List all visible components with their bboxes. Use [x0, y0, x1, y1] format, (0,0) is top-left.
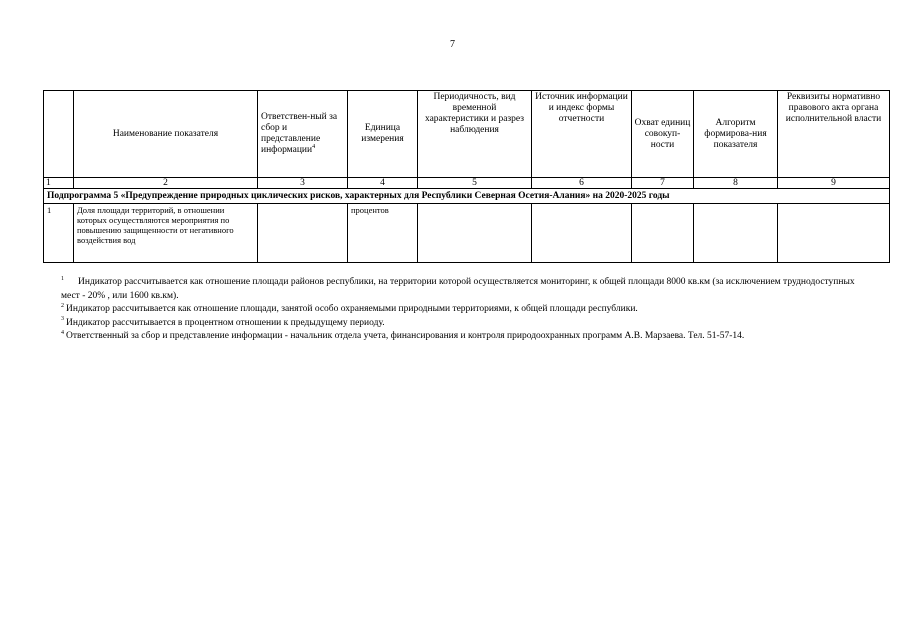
page-number: 7	[450, 39, 455, 50]
subprogram-row	[44, 189, 890, 204]
footnote	[61, 330, 861, 344]
header-cell: Ответствен-ный за сбор и представление информации$^4$	[258, 91, 348, 178]
footnote-mark: 3	[61, 316, 64, 323]
column-number: 9	[778, 178, 890, 189]
footnote-text: Индикатор рассчитывается в процентном отношении к предыдущему периоду.	[66, 317, 385, 328]
header-cell	[44, 91, 74, 178]
column-number: 5	[418, 178, 532, 189]
column-number: 3	[258, 178, 348, 189]
column-number-row	[44, 178, 890, 189]
footnote-mark: 2	[61, 302, 64, 309]
footnote-mark: 1	[61, 275, 64, 282]
column-number: 2	[74, 178, 258, 189]
header-row	[44, 91, 890, 178]
unit-cell: процентов	[348, 204, 418, 263]
requisites-cell	[778, 204, 890, 263]
footnote-text: Ответственный за сбор и представление информации - начальник отдела учета, финансирования и контроля природоохранных программ А.В. Марзаева. Тел. 51-57-14.	[66, 331, 745, 341]
coverage-cell	[632, 204, 694, 263]
source-cell	[532, 204, 632, 263]
footnotes	[61, 276, 861, 344]
header-cell: Охват единиц совокуп-ности	[632, 91, 694, 178]
header-cell: Реквизиты нормативно правового акта органа исполнительной власти	[778, 91, 890, 178]
header-cell: Алгоритм формирова-ния показателя	[694, 91, 778, 178]
periodicity-cell	[418, 204, 532, 263]
footnote	[61, 303, 861, 317]
indicators-table	[43, 90, 890, 263]
table-row	[44, 204, 890, 263]
subprogram-title: Подпрограмма 5 «Предупреждение природных циклических рисков, характерных для Республики Северная Осетия-Алания» на 2020-2025 годы	[44, 189, 890, 204]
header-cell: Наименование показателя	[74, 91, 258, 178]
header-cell: Периодичность, вид временной характеристики и разрез наблюдения	[418, 91, 532, 178]
footnote-text: Индикатор рассчитывается как отношение площади районов республики, на территории которой осуществляется мониторинг, к общей площади 8000 кв.км (за исключением труднодоступных мест - 20% , или 1600 кв.км).	[61, 277, 855, 301]
indicator-name: Доля площади территорий, в отношении которых осуществляются мероприятия по повышению защищенности от негативного воздействия вод	[74, 204, 258, 263]
header-cell: Источник информации и индекс формы отчетности	[532, 91, 632, 178]
footnote	[61, 317, 861, 331]
footnote-mark: 4	[61, 329, 64, 336]
footnote	[61, 276, 861, 303]
header-cell: Единица измерения	[348, 91, 418, 178]
column-number: 6	[532, 178, 632, 189]
footnote-text: Индикатор рассчитывается как отношение площади, занятой особо охраняемыми природными территориями, к общей площади республики.	[66, 304, 638, 314]
column-number: 1	[44, 178, 74, 189]
algorithm-cell	[694, 204, 778, 263]
column-number: 8	[694, 178, 778, 189]
column-number: 4	[348, 178, 418, 189]
column-number: 7	[632, 178, 694, 189]
responsible-cell	[258, 204, 348, 263]
row-number: 1	[44, 204, 74, 263]
